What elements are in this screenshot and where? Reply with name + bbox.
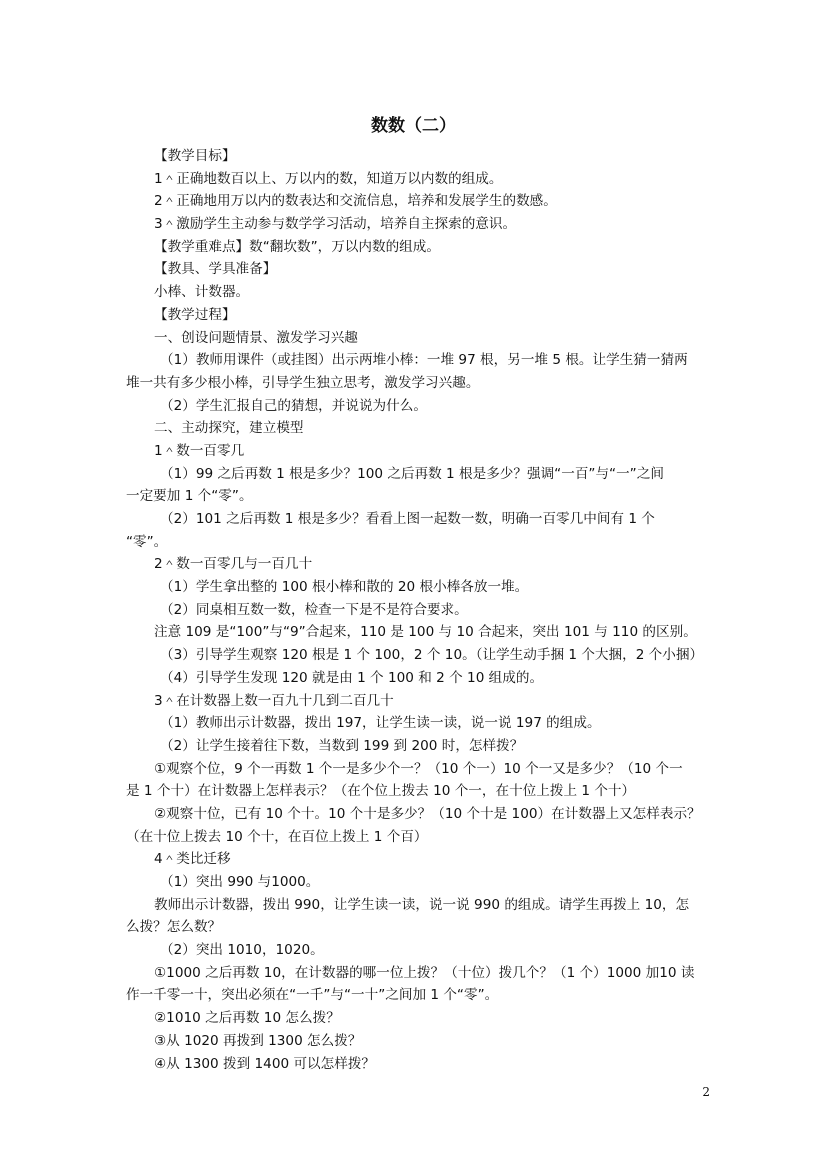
document-body [126,145,704,1075]
sub-heading: 4＾类比迁移 [154,851,231,868]
paragraph-line: 作一千零一十，突出必须在“一千”与“一十”之间加 1 个“零”。 [126,987,499,1004]
paragraph-line: （1）教师出示计数器，拨出 197，让学生读一读，说一说 197 的组成。 [160,715,601,732]
part-heading-2: 二、主动探究，建立模型 [154,420,304,437]
paragraph-line: 教师出示计数器，拨出 990，让学生读一读，说一说 990 的组成。请学生再拨上 10，怎 [154,896,690,913]
paragraph-line: （1）99 之后再数 1 根是多少？100 之后再数 1 根是多少？强调“一百”与“一”之间 [160,465,664,482]
paragraph-line: （2）突出 1010，1020。 [160,942,324,959]
materials-text: 小棒、计数器。 [154,284,250,301]
paragraph-line: 注意 109 是“100”与“9”合起来，110 是 100 与 10 合起来，突出 101 与 110 的区别。 [154,624,697,641]
sub-heading: 3＾在计数器上数一百九十几到二百几十 [154,692,394,709]
paragraph-line: （2）101 之后再数 1 根是多少？看看上图一起数一数，明确一百零几中间有 1 个 [160,511,655,527]
paragraph-line: （1）学生拿出整的 100 根小棒和散的 20 根小棒各放一堆。 [160,579,529,596]
goal-item-3: 3＾激励学生主动参与数学学习活动，培养自主探索的意识。 [154,216,517,233]
paragraph-line: 一定要加 1 个“零”。 [126,488,253,505]
sub-heading: 2＾数一百零几与一百几十 [154,556,313,573]
paragraph-line: ②观察十位，已有 10 个十。10 个十是多少？（10 个十是 100）在计数器上又怎样表示？ [154,805,701,822]
paragraph-line: （4）引导学生发现 120 就是由 1 个 100 和 2 个 10 组成的。 [160,669,544,686]
paragraph-line: ①1000 之后再数 10，在计数器的哪一位上拨？（十位）拨几个？（1 个）1000 加10 读 [154,964,695,981]
paragraph-line: 么拨？怎么数？ [126,919,222,936]
goal-item-2: 2＾正确地用万以内的数表达和交流信息，培养和发展学生的数感。 [154,193,557,210]
paragraph-line: （2）让学生接着往下数，当数到 199 到 200 时，怎样拨？ [160,737,524,754]
paragraph-line: “零”。 [126,533,168,550]
page-number: 2 [702,1085,710,1099]
paragraph-line: （在十位上拨去 10 个十，在百位上拨上 1 个百） [126,828,428,845]
paragraph-line: （3）引导学生观察 120 根是 1 个 100，2 个 10。（让学生动手捆 1 个大捆，2 个小捆） [160,647,704,664]
paragraph-line: （1）突出 990 与1000。 [160,874,320,890]
paragraph-line: ③从 1020 再拨到 1300 怎么拨？ [154,1032,362,1049]
section-heading-key-points: 【教学重难点】数“翻坎数”，万以内数的组成。 [154,238,440,255]
paragraph-line: （2）同桌相互数一数，检查一下是不是符合要求。 [160,601,468,618]
paragraph-line: （1）教师用课件（或挂图）出示两堆小棒：一堆 97 根，另一堆 5 根。让学生猜一猜两 [160,352,688,369]
paragraph-line: ④从 1300 拨到 1400 可以怎样拨？ [154,1055,376,1072]
section-heading-materials: 【教具、学具准备】 [154,261,277,278]
page-title: 数数（二） [371,116,456,136]
paragraph-line: 堆一共有多少根小棒，引导学生独立思考，激发学习兴趣。 [126,374,480,391]
paragraph-line: ①观察个位，9 个一再数 1 个一是多少个一？（10 个一）10 个一又是多少？（10 个一 [154,760,683,777]
part-heading-1: 一、创设问题情景、激发学习兴趣 [154,329,358,346]
paragraph-line: （2）学生汇报自己的猜想，并说说为什么。 [160,397,427,414]
goal-item-1: 1＾正确地数百以上、万以内的数，知道万以内数的组成。 [154,170,503,187]
paragraph-line: 是 1 个十）在计数器上怎样表示？（在个位上拨去 10 个一，在十位上拨上 1 个十） [126,783,636,800]
section-heading-process: 【教学过程】 [154,306,236,323]
sub-heading: 1＾数一百零几 [154,442,245,459]
section-heading-goals: 【教学目标】 [154,148,236,164]
paragraph-line: ②1010 之后再数 10 怎么拨？ [154,1010,340,1027]
